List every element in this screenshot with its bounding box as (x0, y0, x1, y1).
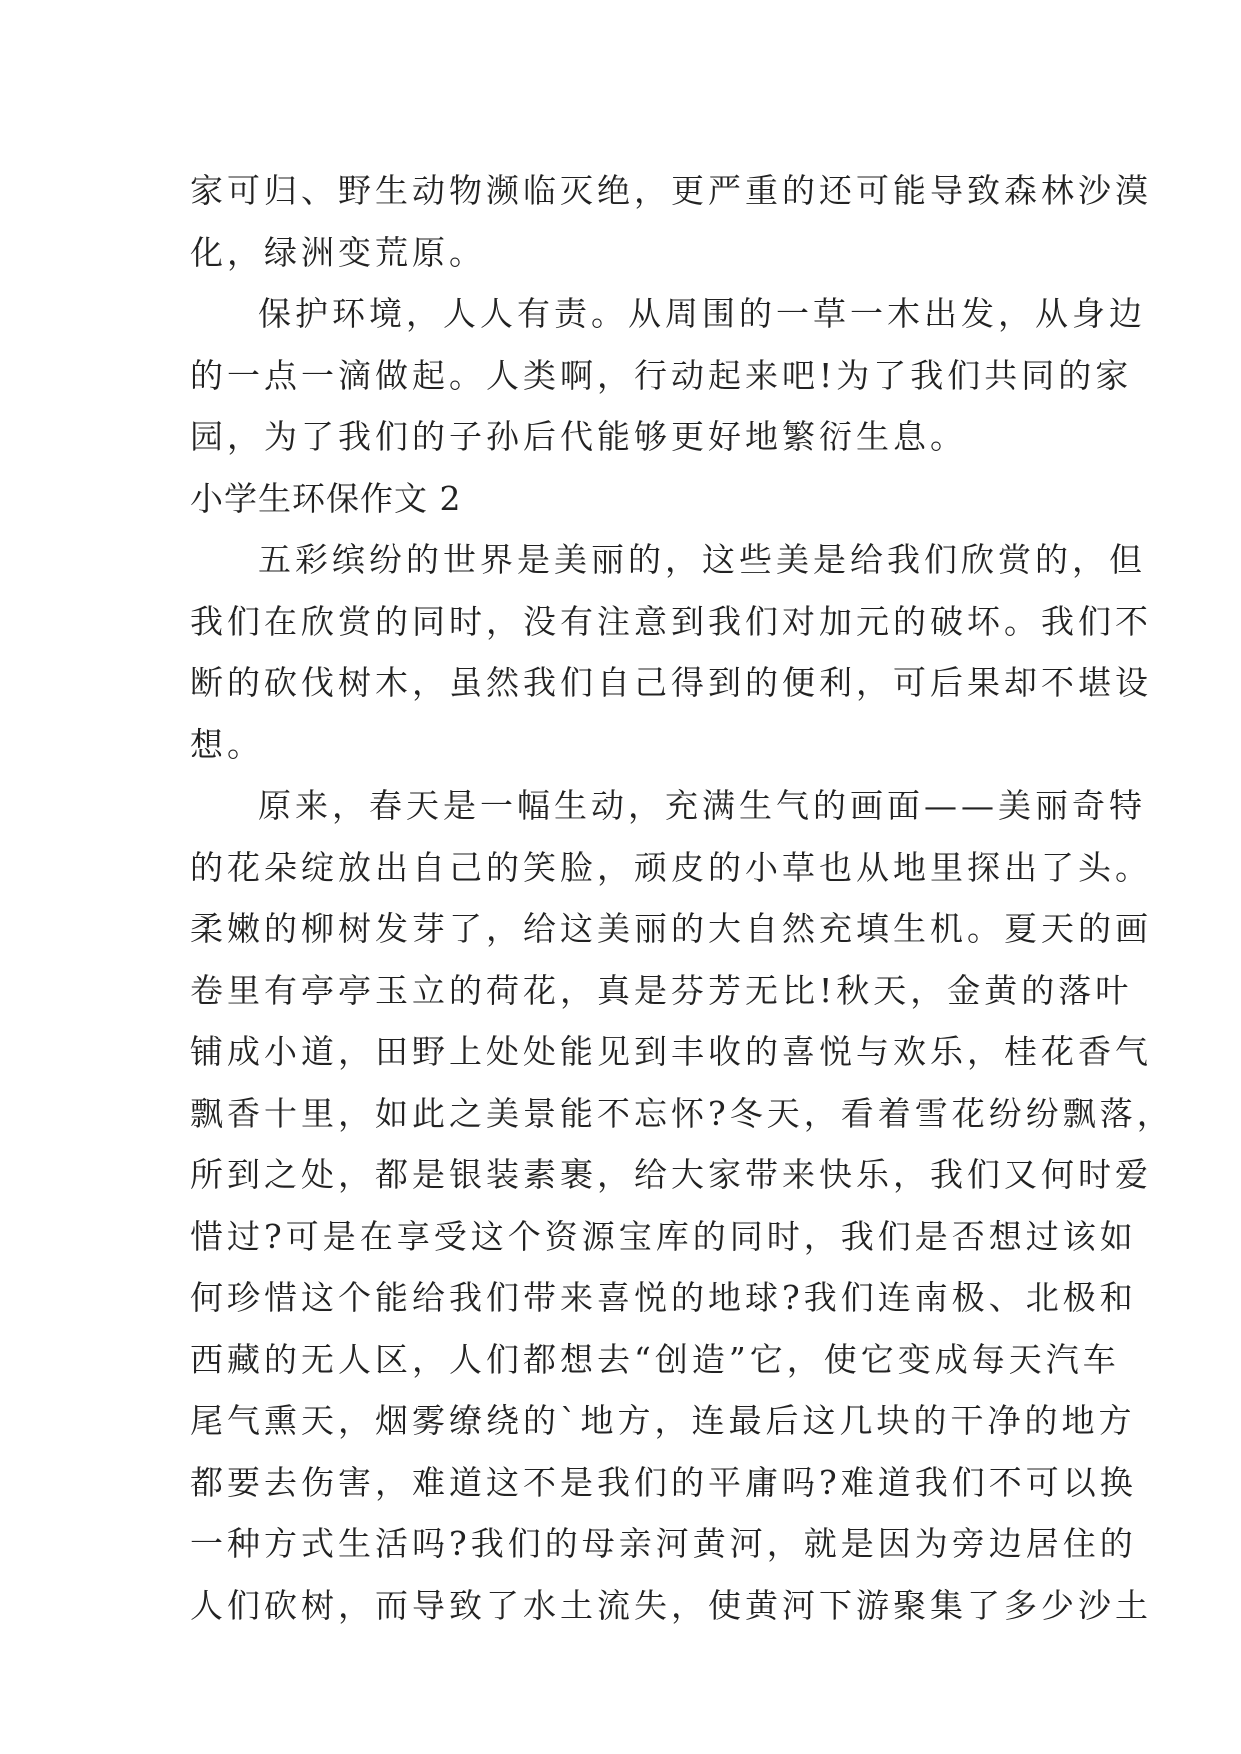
text-line: 我们在欣赏的同时，没有注意到我们对加元的破坏。我们不 (190, 601, 1152, 641)
text-line: 想。 (190, 724, 264, 764)
text-line: 柔嫩的柳树发芽了，给这美丽的大自然充填生机。夏天的画 (190, 909, 1152, 948)
text-line: 人们砍树，而导致了水土流失，使黄河下游聚集了多少沙土 (190, 1585, 1152, 1625)
text-line: 惜过?可是在享受这个资源宝库的同时，我们是否想过该如 (190, 1216, 1137, 1256)
paragraph-4 (190, 775, 1174, 1636)
text-line: 何珍惜这个能给我们带来喜悦的地球?我们连南极、北极和 (190, 1278, 1137, 1317)
text-line: 保护环境，人人有责。从周围的一草一木出发，从身边 (258, 294, 1146, 333)
text-line: 园，为了我们的子孙后代能够更好地繁衍生息。 (190, 417, 967, 456)
text-line: 的花朵绽放出自己的笑脸，顽皮的小草也从地里探出了头。 (190, 847, 1152, 887)
text-line: 西藏的无人区，人们都想去“创造”它，使它变成每天汽车 (190, 1339, 1120, 1379)
heading-text: 小学生环保作文 2 (190, 478, 462, 518)
text-line: 都要去伤害，难道这不是我们的平庸吗?难道我们不可以换 (190, 1462, 1137, 1502)
text-line: 飘香十里，如此之美景能不忘怀?冬天，看着雪花纷纷飘落， (190, 1093, 1174, 1133)
text-line: 尾气熏天，烟雾缭绕的`地方，连最后这几块的干净的地方 (190, 1401, 1136, 1440)
paragraph-2 (190, 283, 1146, 468)
text-line: 断的砍伐树木，虽然我们自己得到的便利，可后果却不堪设 (190, 663, 1152, 702)
paragraph-3 (190, 529, 1152, 775)
text-line: 卷里有亭亭玉立的荷花，真是芬芳无比!秋天，金黄的落叶 (190, 970, 1133, 1010)
text-line: 的一点一滴做起。人类啊，行动起来吧!为了我们共同的家 (190, 355, 1133, 395)
text-line: 原来，春天是一幅生动，充满生气的画面——美丽奇特 (258, 786, 1146, 825)
text-line: 化，绿洲变荒原。 (190, 232, 486, 272)
text-line: 铺成小道，田野上处处能见到丰收的喜悦与欢乐，桂花香气 (190, 1032, 1152, 1071)
text-line: 所到之处，都是银装素裹，给大家带来快乐，我们又何时爱 (190, 1155, 1152, 1194)
text-line: 家可归、野生动物濒临灭绝，更严重的还可能导致森林沙漠 (190, 171, 1152, 210)
document-body (190, 160, 1174, 1636)
paragraph-1 (190, 160, 1152, 283)
section-heading (190, 468, 1050, 530)
text-line: 一种方式生活吗?我们的母亲河黄河，就是因为旁边居住的 (190, 1524, 1137, 1563)
text-line: 五彩缤纷的世界是美丽的，这些美是给我们欣赏的，但 (258, 540, 1146, 579)
